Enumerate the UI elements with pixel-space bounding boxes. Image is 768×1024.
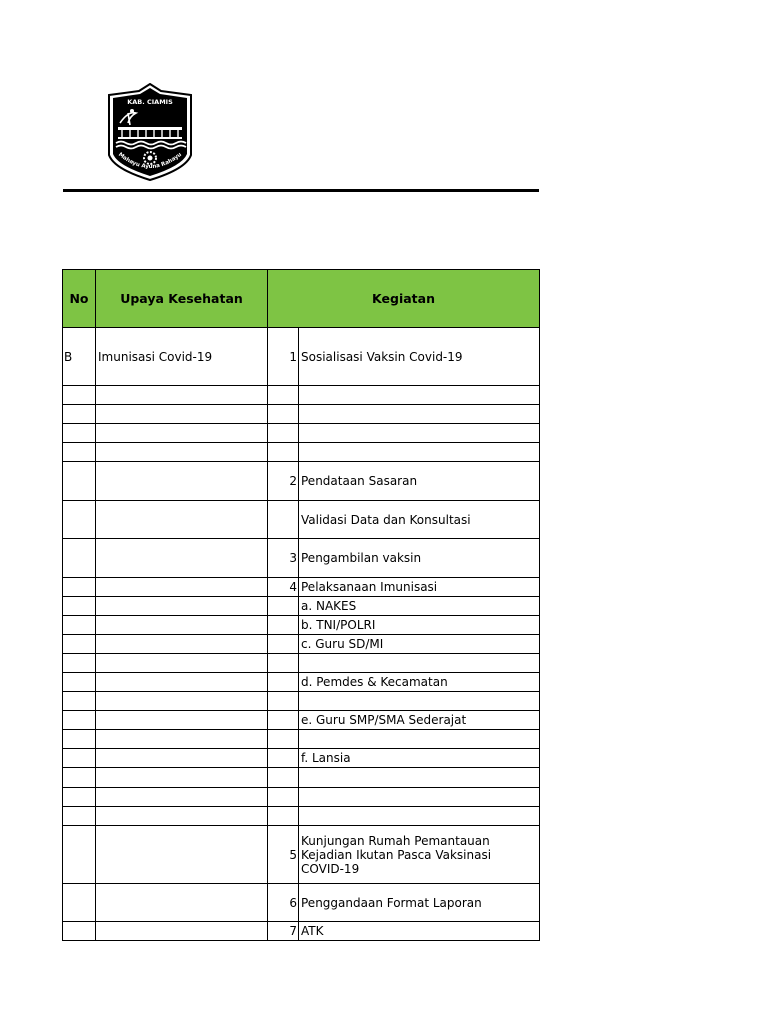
kegiatan-table (62, 269, 540, 941)
upaya-cell (96, 788, 268, 807)
upaya-cell (96, 539, 268, 578)
kegiatan-number-cell (268, 424, 299, 443)
upaya-cell (96, 635, 268, 654)
no-cell (63, 405, 96, 424)
kegiatan-cell: c. Guru SD/MI (299, 635, 540, 654)
no-cell (63, 616, 96, 635)
upaya-cell (96, 578, 268, 597)
upaya-cell (96, 884, 268, 922)
kegiatan-number-cell: 4 (268, 578, 299, 597)
col-header-kegiatan: Kegiatan (268, 270, 540, 328)
no-cell (63, 654, 96, 673)
kegiatan-number-cell: 2 (268, 462, 299, 501)
kegiatan-number-cell (268, 501, 299, 539)
no-cell (63, 711, 96, 730)
col-header-upaya: Upaya Kesehatan (96, 270, 268, 328)
kegiatan-number-cell (268, 597, 299, 616)
table-row (63, 386, 540, 405)
table-row (63, 443, 540, 462)
no-cell (63, 597, 96, 616)
upaya-cell (96, 616, 268, 635)
kegiatan-cell: Sosialisasi Vaksin Covid-19 (299, 328, 540, 386)
kegiatan-cell: Pelaksanaan Imunisasi (299, 578, 540, 597)
upaya-cell (96, 654, 268, 673)
table-row (63, 539, 540, 578)
upaya-cell (96, 749, 268, 768)
table-row (63, 807, 540, 826)
table-row (63, 711, 540, 730)
kegiatan-cell (299, 788, 540, 807)
kegiatan-number-cell (268, 405, 299, 424)
kegiatan-cell: b. TNI/POLRI (299, 616, 540, 635)
kegiatan-cell (299, 424, 540, 443)
no-cell (63, 826, 96, 884)
upaya-cell (96, 462, 268, 501)
no-cell (63, 501, 96, 539)
kegiatan-cell: d. Pemdes & Kecamatan (299, 673, 540, 692)
no-cell (63, 462, 96, 501)
kab-ciamis-logo (106, 83, 194, 181)
kegiatan-cell: Pendataan Sasaran (299, 462, 540, 501)
no-cell (63, 730, 96, 749)
table-row (63, 692, 540, 711)
upaya-cell (96, 807, 268, 826)
table-row (63, 730, 540, 749)
kegiatan-number-cell (268, 749, 299, 768)
upaya-cell (96, 443, 268, 462)
kegiatan-number-cell (268, 768, 299, 788)
kegiatan-cell: e. Guru SMP/SMA Sederajat (299, 711, 540, 730)
table-body (63, 328, 540, 941)
kegiatan-number-cell: 5 (268, 826, 299, 884)
upaya-cell (96, 768, 268, 788)
upaya-cell: Imunisasi Covid-19 (96, 328, 268, 386)
table-row (63, 424, 540, 443)
upaya-cell (96, 386, 268, 405)
no-cell: B (63, 328, 96, 386)
no-cell (63, 635, 96, 654)
upaya-cell (96, 826, 268, 884)
table-row (63, 768, 540, 788)
table-row (63, 578, 540, 597)
no-cell (63, 807, 96, 826)
no-cell (63, 673, 96, 692)
no-cell (63, 749, 96, 768)
kegiatan-number-cell (268, 711, 299, 730)
kegiatan-cell (299, 654, 540, 673)
kegiatan-cell: ATK (299, 922, 540, 941)
table-row (63, 654, 540, 673)
table-row (63, 405, 540, 424)
no-cell (63, 692, 96, 711)
kegiatan-cell (299, 386, 540, 405)
no-cell (63, 578, 96, 597)
table-row (63, 826, 540, 884)
kegiatan-number-cell (268, 616, 299, 635)
table-row (63, 328, 540, 386)
kegiatan-cell: Validasi Data dan Konsultasi (299, 501, 540, 539)
kegiatan-cell (299, 768, 540, 788)
logo-bottom-text: Mahayu Ayuna Rahayu (117, 151, 183, 171)
table-row (63, 673, 540, 692)
table-header-row (63, 270, 540, 328)
table-row (63, 501, 540, 539)
kegiatan-number-cell: 1 (268, 328, 299, 386)
table-row (63, 788, 540, 807)
no-cell (63, 424, 96, 443)
kab-ciamis-emblem-icon (106, 83, 194, 181)
table-row (63, 635, 540, 654)
kegiatan-cell: f. Lansia (299, 749, 540, 768)
upaya-cell (96, 711, 268, 730)
kegiatan-number-cell (268, 654, 299, 673)
kegiatan-number-cell (268, 807, 299, 826)
header-divider (63, 189, 539, 192)
kegiatan-cell: a. NAKES (299, 597, 540, 616)
kegiatan-number-cell (268, 673, 299, 692)
no-cell (63, 768, 96, 788)
kegiatan-cell (299, 443, 540, 462)
upaya-cell (96, 730, 268, 749)
upaya-cell (96, 673, 268, 692)
kegiatan-cell: Kunjungan Rumah Pemantauan Kejadian Ikutan Pasca Vaksinasi COVID-19 (299, 826, 540, 884)
upaya-cell (96, 405, 268, 424)
upaya-cell (96, 424, 268, 443)
kegiatan-number-cell: 7 (268, 922, 299, 941)
kegiatan-cell (299, 730, 540, 749)
kegiatan-cell: Pengambilan vaksin (299, 539, 540, 578)
kegiatan-number-cell (268, 788, 299, 807)
no-cell (63, 884, 96, 922)
no-cell (63, 788, 96, 807)
no-cell (63, 922, 96, 941)
kegiatan-cell (299, 807, 540, 826)
kegiatan-number-cell (268, 443, 299, 462)
table-row (63, 922, 540, 941)
table-row (63, 884, 540, 922)
kegiatan-number-cell (268, 635, 299, 654)
upaya-cell (96, 597, 268, 616)
no-cell (63, 443, 96, 462)
kegiatan-number-cell: 6 (268, 884, 299, 922)
logo-top-text: KAB. CIAMIS (127, 98, 173, 106)
no-cell (63, 539, 96, 578)
kegiatan-number-cell (268, 386, 299, 405)
upaya-cell (96, 922, 268, 941)
col-header-no: No (63, 270, 96, 328)
kegiatan-number-cell (268, 692, 299, 711)
kegiatan-cell (299, 405, 540, 424)
table-row (63, 462, 540, 501)
upaya-cell (96, 692, 268, 711)
kegiatan-number-cell (268, 730, 299, 749)
table-row (63, 749, 540, 768)
kegiatan-number-cell: 3 (268, 539, 299, 578)
table-row (63, 597, 540, 616)
upaya-cell (96, 501, 268, 539)
kegiatan-cell: Penggandaan Format Laporan (299, 884, 540, 922)
table-row (63, 616, 540, 635)
no-cell (63, 386, 96, 405)
kegiatan-cell (299, 692, 540, 711)
